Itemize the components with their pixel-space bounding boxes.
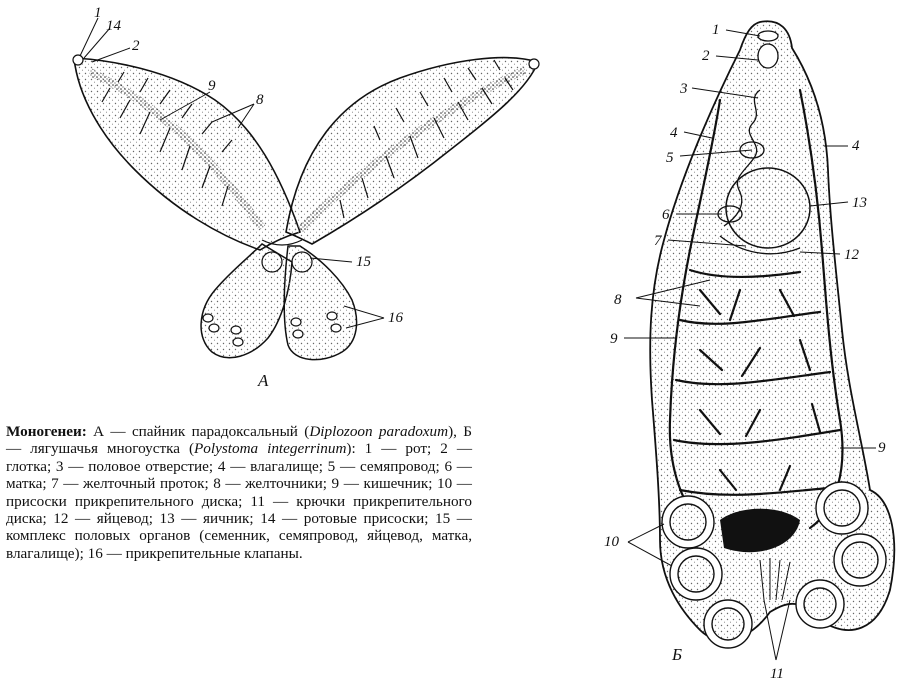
oral-suckers-left <box>73 55 83 65</box>
fig-b-label-4-left: 4 <box>670 125 678 141</box>
caption-species-2: Polystoma integerrinum <box>194 440 347 458</box>
caption-title: Моногенеи: <box>6 423 87 440</box>
fig-b-label-10: 10 <box>604 534 619 550</box>
fig-b-label-4-right: 4 <box>852 138 860 154</box>
fig-a-label-2: 2 <box>132 38 140 54</box>
fig-b-label-7: 7 <box>654 233 662 249</box>
left-posterior-half <box>201 244 292 358</box>
fig-b-label-13: 13 <box>852 195 867 211</box>
figure-b-polystoma <box>604 21 894 682</box>
figure-a-diplozoon <box>73 5 539 390</box>
fig-a-label-9: 9 <box>208 78 216 94</box>
oral-suckers-right <box>529 59 539 69</box>
fig-b-label-6: 6 <box>662 207 670 223</box>
fig-b-label-2: 2 <box>702 48 710 64</box>
mouth <box>758 31 778 41</box>
fig-b-label-9-left: 9 <box>610 331 618 347</box>
pharynx <box>758 44 778 68</box>
figure-caption <box>6 423 472 562</box>
caption-species-1: Diplozoon paradoxum <box>309 423 449 440</box>
caption-text-3: ): 1 — рот; 2 — глотка; 3 — половое отверстие; 4 — влагалище; 5 — семяпровод; 6 — матка; 7 — желточный проток; 8 — желточники; 9 — кишечник; 10 — присоски прикрепительного диска; 11 — крючки прикрепительного диска; 12 — яйцевод; 13 — яичник; 14 — ротовые присоски; 15 — комплекс половых органов (семенник, семяпровод, яйцевод, матка, влагалище); 16 — прикрепительные клапаны. <box>6 440 473 562</box>
caption-text-2: ), Б — лягушачья многоустка ( <box>6 423 473 458</box>
figure-b-letter: Б <box>672 645 683 664</box>
fig-a-label-15: 15 <box>356 254 371 270</box>
fig-a-label-1: 1 <box>94 5 102 21</box>
fig-a-label-8: 8 <box>256 92 264 108</box>
figure-a-letter: А <box>258 371 269 390</box>
fig-b-label-5: 5 <box>666 150 674 166</box>
fig-b-label-12: 12 <box>844 247 859 263</box>
fig-b-label-9-right: 9 <box>878 440 886 456</box>
fig-a-label-14: 14 <box>106 18 121 34</box>
fig-b-label-8: 8 <box>614 292 622 308</box>
fig-b-label-3: 3 <box>680 81 688 97</box>
caption-text-1: А — спайник парадоксальный ( <box>86 423 310 440</box>
fig-b-label-11: 11 <box>770 666 784 682</box>
fig-a-label-16: 16 <box>388 310 403 326</box>
fig-b-label-1: 1 <box>712 22 720 38</box>
right-posterior-half <box>284 246 356 360</box>
